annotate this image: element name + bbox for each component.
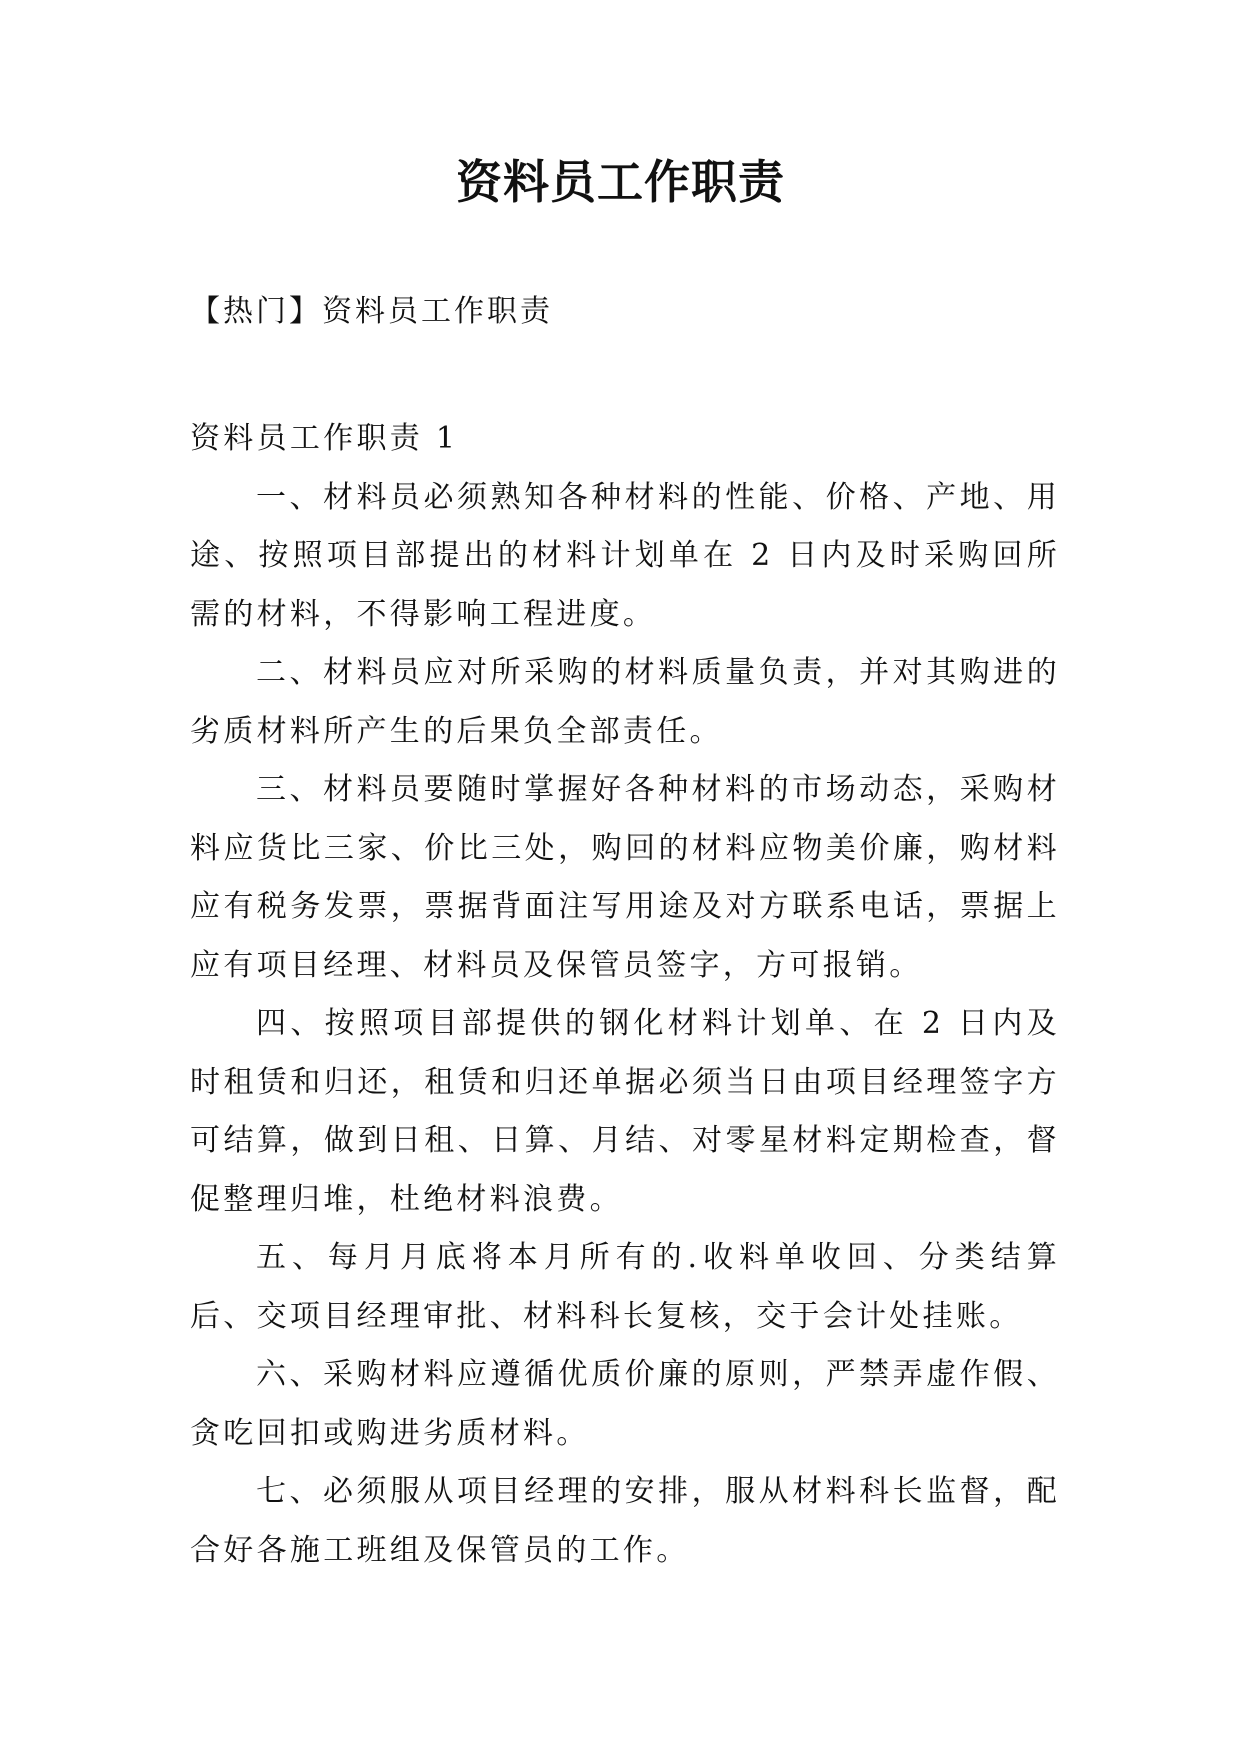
section-heading: 资料员工作职责 1 bbox=[190, 421, 459, 456]
document-tagline: 【热门】资料员工作职责 bbox=[190, 294, 553, 329]
paragraph-6: 六、采购材料应遵循优质价廉的原则，严禁弄虚作假、贪吃回扣或购进劣质材料。 bbox=[190, 1357, 1060, 1451]
paragraph-4: 四、按照项目部提供的钢化材料计划单、在 2 日内及时租赁和归还，租赁和归还单据必须当日由项目经理签字方可结算，做到日租、日算、月结、对零星材料定期检查，督促整理归堆，杜绝材料浪费。 bbox=[190, 1006, 1060, 1217]
paragraph-3: 三、材料员要随时掌握好各种材料的市场动态，采购材料应货比三家、价比三处，购回的材料应物美价廉，购材料应有税务发票，票据背面注写用途及对方联系电话，票据上应有项目经理、材料员及保管员签字，方可报销。 bbox=[190, 772, 1060, 983]
paragraph-2: 二、材料员应对所采购的材料质量负责，并对其购进的劣质材料所产生的后果负全部责任。 bbox=[190, 655, 1060, 749]
paragraph-1: 一、材料员必须熟知各种材料的性能、价格、产地、用途、按照项目部提出的材料计划单在 2 日内及时采购回所需的材料，不得影响工程进度。 bbox=[190, 479, 1060, 632]
paragraph-5: 五、每月月底将本月所有的.收料单收回、分类结算后、交项目经理审批、材料科长复核，交于会计处挂账。 bbox=[190, 1240, 1060, 1334]
paragraph-7: 七、必须服从项目经理的安排，服从材料科长监督，配合好各施工班组及保管员的工作。 bbox=[190, 1474, 1060, 1568]
document-body bbox=[190, 410, 1060, 1580]
document-title: 资料员工作职责 bbox=[456, 155, 785, 209]
